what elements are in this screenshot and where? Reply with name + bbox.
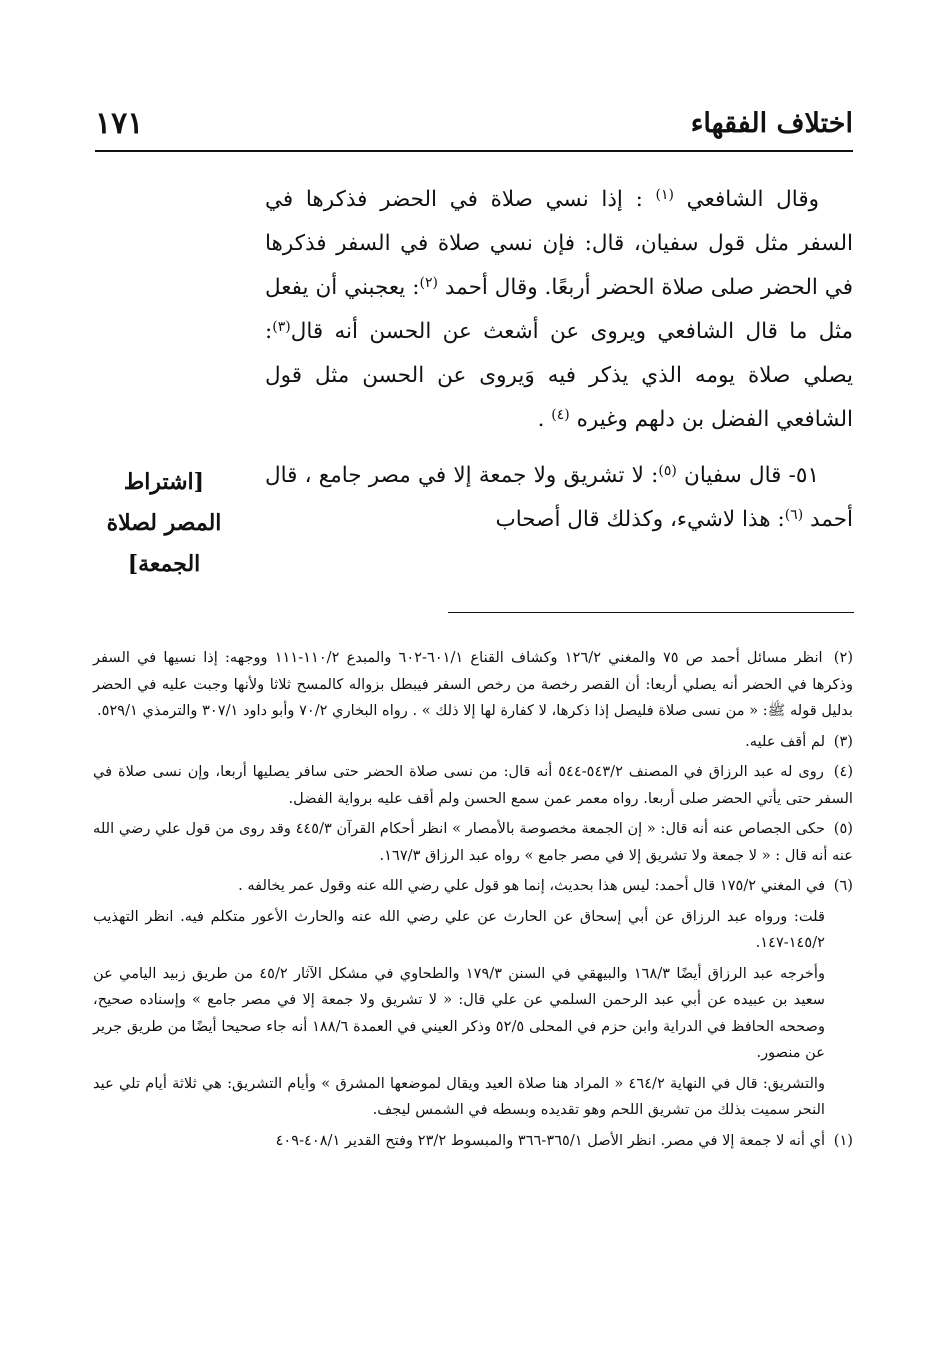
footnotes (93, 645, 853, 1158)
para1-text-3: : يعجبني أن يفعل مثل ما قال الشافعي ويروى عن أشعث عن الحسن أنه قال (265, 275, 853, 344)
footnote-6-continuation-2: وأخرجه عبد الرزاق أيضًا ١٦٨/٣ والبيهقي في السنن ١٧٩/٣ والطحاوي في مشكل الآثار ٤٥/٢ من طريق زبيد اليامي عن سعيد بن عبيده عن أبي عبد الرحمن السلمي عن علي قال: « لا تشريق ولا جمعة إلا في مصر جامع » وإسناده صحيح، وصححه الحافظ في الدراية وابن حزم في المحلى ٥٢/٥ وذكر العيني في العمدة ١٨٨/٦ أنه جاء صحيحا أيضًا من طريق جرير عن منصور. (93, 964, 826, 1061)
footnote-6-continuation-1: قلت: ورواه عبد الرزاق عن أبي إسحاق عن الحارث عن علي رضي الله عنه والحارث الأعور متكلم فيه. انظر التهذيب ١٤٥/٢-١٤٧. (93, 907, 825, 951)
paragraph-2 (265, 454, 853, 542)
para2-text-2: : لا تشريق ولا جمعة إلا في مصر جامع ، قال أحمد (265, 463, 853, 532)
footnote-number: (٢) (833, 649, 854, 666)
para2-text-1: ٥١- قال سفيان (684, 463, 819, 488)
para1-text-1: وقال الشافعي (686, 187, 819, 212)
para1-text-5: . (537, 407, 552, 432)
footnote-6-continuation-3: والتشريق: قال في النهاية ٤٦٤/٢ « المراد هنا صلاة العيد ويقال لموضعها المشرق » وأيام التشريق: هي ثلاثة أيام تلي عيد النحر سميت بذلك من تشريق اللحم وهو تقديده وبسطه في الشمس ليجف. (93, 1074, 825, 1118)
footnote-ref-3: (٣) (272, 319, 291, 335)
footnote-3 (93, 729, 853, 756)
para1-text-2: : إذا نسي صلاة في الحضر فذكرها في السفر مثل قول سفيان، قال: فإن نسي صلاة في السفر فذكرها في الحضر صلى صلاة الحضر أربعًا. وقال أحمد (265, 187, 853, 300)
footnote-text: حكى الجصاص عنه أنه قال: « إن الجمعة مخصوصة بالأمصار » انظر أحكام القرآن ٤٤٥/٣ وقد روى من قول علي رضي الله عنه أنه قال : « لا جمعة ولا تشريق إلا في مصر جامع » رواه عبد الرزاق ١٦٧/٣. (93, 820, 853, 864)
margin-note-line-3: الجمعة] (127, 551, 201, 577)
running-title: اختلاف الفقهاء (690, 108, 853, 139)
margin-note (94, 462, 234, 585)
page-number: ١٧١ (95, 106, 144, 141)
footnote-ref-5: (٥) (658, 463, 677, 479)
footnote-ref-6: (٦) (784, 507, 804, 523)
footnote-text: في المغني ١٧٥/٢ قال أحمد: ليس هذا بحديث، إنما هو قول علي رضي الله عنه وقول عمر يخالفه . (238, 877, 826, 894)
running-header (95, 100, 853, 152)
paragraph-1 (265, 178, 853, 442)
footnote-4 (93, 759, 853, 812)
footnote-ref-2: (٢) (419, 275, 438, 291)
footnote-text: أي أنه لا جمعة إلا في مصر. انظر الأصل ٣٦٥/١-٣٦٦ والمبسوط ٢٣/٢ وفتح القدير ٤٠٨/١-٤٠٩ (275, 1131, 826, 1149)
margin-note-line-1: [اشتراط (123, 469, 205, 495)
footnote-number: (٣) (833, 732, 853, 750)
footnote-number: (٥) (833, 820, 853, 837)
para1-text-4: : يصلي صلاة يومه الذي يذكر فيه وَيروى عن الحسن مثل قول الشافعي الفضل بن دلهم وغيره (265, 319, 853, 432)
footnote-5 (93, 816, 853, 869)
footnote-2 (93, 645, 853, 725)
footnote-text: لم أقف عليه. (745, 732, 826, 750)
para2-text-3: : هذا لاشيء، وكذلك قال أصحاب (495, 507, 785, 532)
header-rule (95, 150, 853, 152)
footnote-ref-4: (٤) (551, 407, 570, 423)
footnote-ref-1: (١) (655, 187, 674, 203)
main-text (265, 178, 853, 542)
footnote-text: روى له عبد الرزاق في المصنف ٥٤٣/٢-٥٤٤ أنه قال: من نسى صلاة الحضر حتى سافر يصليها أربعا، وإن نسى صلاة في السفر حتى يأتي الحضر صلى أربعا. رواه معمر عمن سمع الحسن ولم أقف عليه برواية الفضل. (93, 763, 853, 807)
footnote-1 (93, 1128, 853, 1155)
footnote-separator (448, 612, 854, 613)
margin-note-line-2: المصر لصلاة (106, 510, 222, 536)
footnote-number: (٤) (833, 763, 854, 780)
footnote-number: (١) (833, 1131, 853, 1149)
footnote-6 (93, 873, 853, 900)
footnote-text: انظر مسائل أحمد ص ٧٥ والمغني ١٢٦/٢ وكشاف القناع ٦٠١/١-٦٠٢ والمبدع ١١٠/٢-١١١ ووجهه: إذا نسيها في السفر وذكرها في الحضر أنه يصلي أربعا: أن القصر رخصة من رخص السفر فيبطل بزواله كالمسح ثلاثا ولأنها وجبت عليه في الحضر بدليل قوله ﷺ: « من نسى صلاة فليصل إذا ذكرها، لا كفارة لها إلا ذلك » . رواه البخاري ٧٠/٢ وأبو داود ٣٠٧/١ والترمذي ٥٢٩/١. (93, 649, 853, 719)
footnote-number: (٦) (833, 877, 853, 894)
